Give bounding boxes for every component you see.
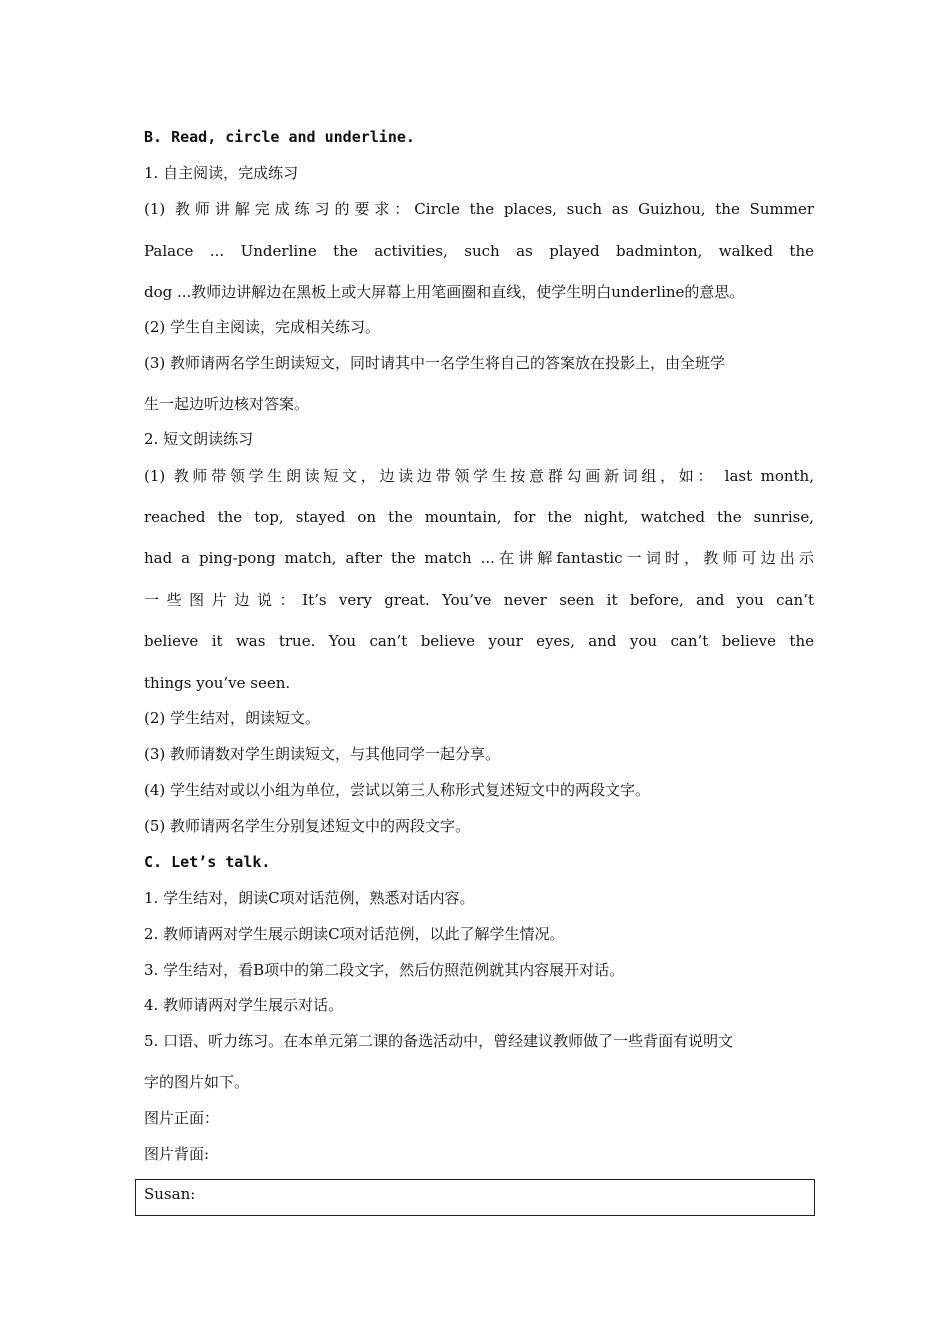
section-c-item5-line1: 5. 口语、听力练习。在本单元第二课的备选活动中，曾经建议教师做了一些背面有说明文 xyxy=(144,1032,734,1050)
picture-front-label: 图片正面： xyxy=(144,1109,220,1127)
section-c-item4: 4. 教师请两对学生展示对话。 xyxy=(144,996,344,1014)
section-b-item2-2: (2) 学生结对，朗读短文。 xyxy=(144,709,321,727)
section-c-item1: 1. 学生结对，朗读C项对话范例，熟悉对话内容。 xyxy=(144,889,475,907)
section-b-item1-1-line3: dog ...教师边讲解边在黑板上或大屏幕上用笔画圈和直线，使学生明白underline的意思。 xyxy=(144,283,745,301)
picture-back-label: 图片背面: xyxy=(144,1145,210,1163)
section-b-item2-1-line1: (1) 教师带领学生朗读短文，边读边带领学生按意群勾画新词组，如： last month, xyxy=(144,467,814,485)
section-c-heading: C. Let’s talk. xyxy=(144,853,271,871)
picture-back-box xyxy=(135,1179,815,1216)
section-b-item2-3: (3) 教师请数对学生朗读短文，与其他同学一起分享。 xyxy=(144,745,501,763)
section-b-item2-1-line6: things you’ve seen. xyxy=(144,674,291,692)
section-b-item2-5: (5) 教师请两名学生分别复述短文中的两段文字。 xyxy=(144,817,471,835)
section-b-item1-1-line1: (1) 教师讲解完成练习的要求：Circle the places, such as Guizhou, the Summer xyxy=(144,200,814,218)
section-b-item1-title: 1. 自主阅读，完成练习 xyxy=(144,164,299,182)
section-b-item1-3-line1: (3) 教师请两名学生朗读短文，同时请其中一名学生将自己的答案放在投影上，由全班学 xyxy=(144,354,726,372)
section-b-item2-1-line4: 一些图片边说：It’s very great. You’ve never seen it before, and you can’t xyxy=(144,591,814,609)
section-b-item1-3-line2: 生一起边听边核对答案。 xyxy=(144,395,310,413)
section-c-item3: 3. 学生结对，看B项中的第二段文字，然后仿照范例就其内容展开对话。 xyxy=(144,961,625,979)
section-b-item1-2: (2) 学生自主阅读，完成相关练习。 xyxy=(144,318,381,336)
section-b-item2-1-line3: had a ping-pong match, after the match ...在讲解fantastic一词时，教师可边出示 xyxy=(144,549,814,567)
section-b-item2-4: (4) 学生结对或以小组为单位，尝试以第三人称形式复述短文中的两段文字。 xyxy=(144,781,651,799)
section-c-item2: 2. 教师请两对学生展示朗读C项对话范例，以此了解学生情况。 xyxy=(144,925,565,943)
section-b-item2-1-line2: reached the top, stayed on the mountain, for the night, watched the sunrise, xyxy=(144,508,814,526)
section-c-item5-line2: 字的图片如下。 xyxy=(144,1073,250,1091)
section-b-item2-1-line5: believe it was true. You can’t believe your eyes, and you can’t believe the xyxy=(144,632,814,650)
section-b-item2-title: 2. 短文朗读练习 xyxy=(144,430,254,448)
susan-label: Susan: xyxy=(144,1185,196,1203)
section-b-heading: B. Read, circle and underline. xyxy=(144,128,415,146)
section-b-item1-1-line2: Palace ... Underline the activities, such as played badminton, walked the xyxy=(144,242,814,260)
